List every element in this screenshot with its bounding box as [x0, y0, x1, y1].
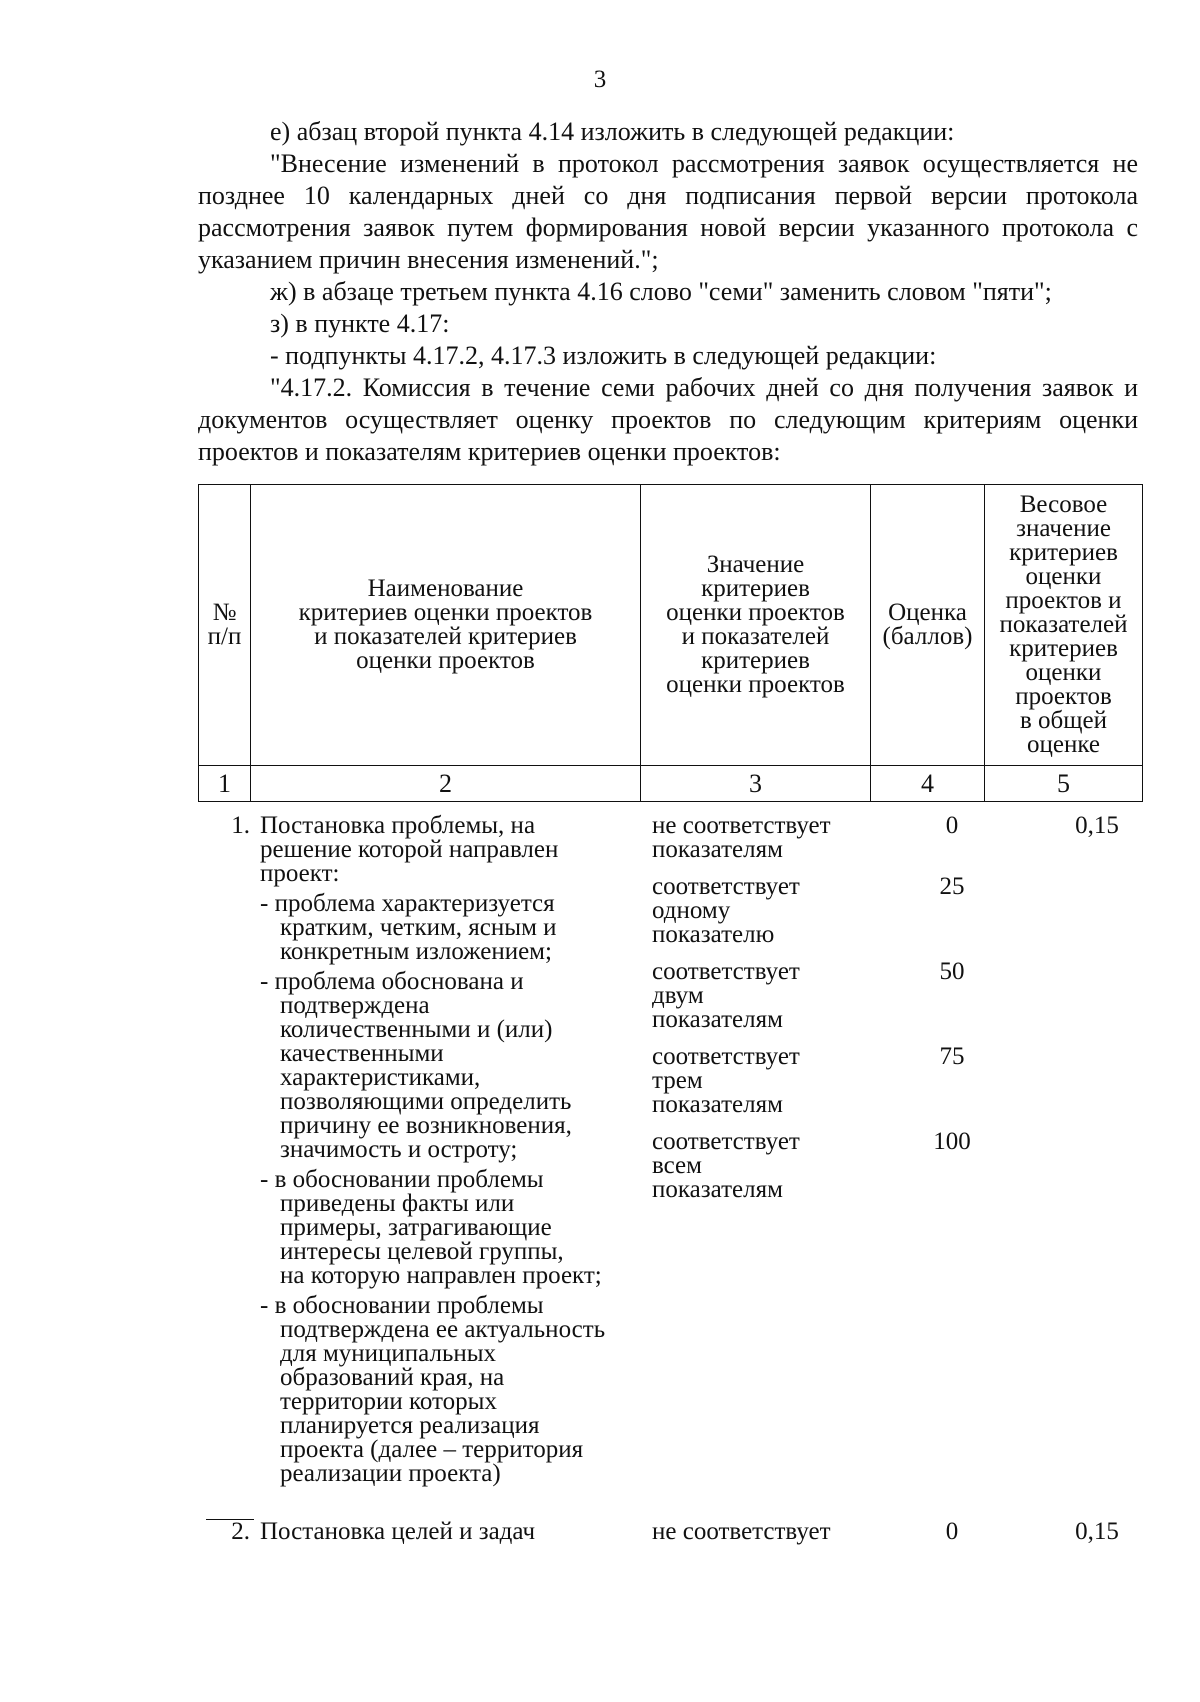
- value-item: соответствует двум показателям: [652, 958, 800, 1033]
- score-cell: [882, 814, 1022, 1215]
- row-number: 2.: [231, 1518, 250, 1545]
- indicator-item: - проблема обоснована и подтверждена количественными и (или) качественными характеристиками, позволяющими определить причину ее возникновения, значимость и остроту;: [260, 968, 572, 1163]
- column-number: 4: [871, 766, 985, 802]
- paragraph: ж) в абзаце третьем пункта 4.16 слово "семи" заменить словом "пяти";: [270, 277, 1052, 306]
- indicator-item: - в обосновании проблемы приведены факты или примеры, затрагивающие интересы целевой группы, на которую направлен проект;: [260, 1166, 602, 1289]
- score-item: 100: [933, 1128, 971, 1155]
- table-row: [198, 814, 1142, 1514]
- column-number: 3: [641, 766, 871, 802]
- score-item: 0: [945, 1518, 959, 1545]
- value-item: соответствует трем показателям: [652, 1043, 800, 1118]
- header-cell-criteria-value: Значение критериев оценки проектов и показателей критериев оценки проектов: [641, 485, 871, 766]
- paragraph: - подпункты 4.17.2, 4.17.3 изложить в следующей редакции:: [270, 341, 937, 370]
- score-item: 75: [939, 1043, 965, 1070]
- score-item: 50: [939, 958, 965, 985]
- value-item: соответствует одному показателю: [652, 873, 800, 948]
- paragraph: е) абзац второй пункта 4.14 изложить в следующей редакции:: [270, 117, 955, 146]
- score-item: 25: [939, 873, 965, 900]
- paragraph: "Внесение изменений в протокол рассмотрения заявок осуществляется не позднее 10 календарных дней со дня подписания первой версии протокола рассмотрения заявок путем формирования новой версии указанного протокола с указанием причин внесения изменений.";: [198, 149, 1138, 274]
- body-text: [198, 116, 1138, 468]
- table-header-row: [199, 485, 1143, 766]
- value-item: соответствует всем показателям: [652, 1128, 800, 1203]
- column-number: 5: [985, 766, 1143, 802]
- header-cell-weight: Весовое значение критериев оценки проектов и показателей критериев оценки проектов в общей оценке: [985, 485, 1143, 766]
- column-number: 1: [199, 766, 251, 802]
- criteria-table-header: [198, 484, 1143, 802]
- indicator-item: - проблема характеризуется кратким, четким, ясным и конкретным изложением;: [260, 890, 557, 965]
- paragraph: з) в пункте 4.17:: [270, 309, 450, 338]
- column-number-row: [199, 766, 1143, 802]
- row-divider: [206, 1519, 254, 1520]
- indicator-item: - в обосновании проблемы подтверждена ее актуальность для муниципальных образований края, на территории которых планируется реализация проекта (далее – территория реализации проекта): [260, 1292, 606, 1487]
- header-cell-number: № п/п: [199, 485, 251, 766]
- header-cell-score: Оценка (баллов): [871, 485, 985, 766]
- score-item: 0: [945, 812, 959, 839]
- weight-cell: 0,15: [1075, 1518, 1119, 1545]
- value-cell: [652, 814, 882, 1215]
- table-row: [198, 1520, 1142, 1560]
- weight-cell: 0,15: [1075, 812, 1119, 839]
- header-cell-criteria-name: Наименование критериев оценки проектов и показателей критериев оценки проектов: [251, 485, 641, 766]
- criterion-title: Постановка целей и задач: [260, 1518, 536, 1545]
- paragraph: "4.17.2. Комиссия в течение семи рабочих дней со дня получения заявок и документов осуществляет оценку проектов по следующим критериям оценки проектов и показателям критериев оценки проектов:: [198, 373, 1138, 466]
- column-number: 2: [251, 766, 641, 802]
- page-number: 3: [593, 66, 607, 93]
- criterion-title: Постановка проблемы, на решение которой направлен проект:: [260, 812, 559, 887]
- value-item: не соответствует показателям: [652, 812, 831, 863]
- row-number: 1.: [231, 812, 250, 839]
- value-item: не соответствует: [652, 1518, 831, 1545]
- criteria-rows: [198, 812, 1142, 1545]
- criterion-cell: [260, 814, 650, 1486]
